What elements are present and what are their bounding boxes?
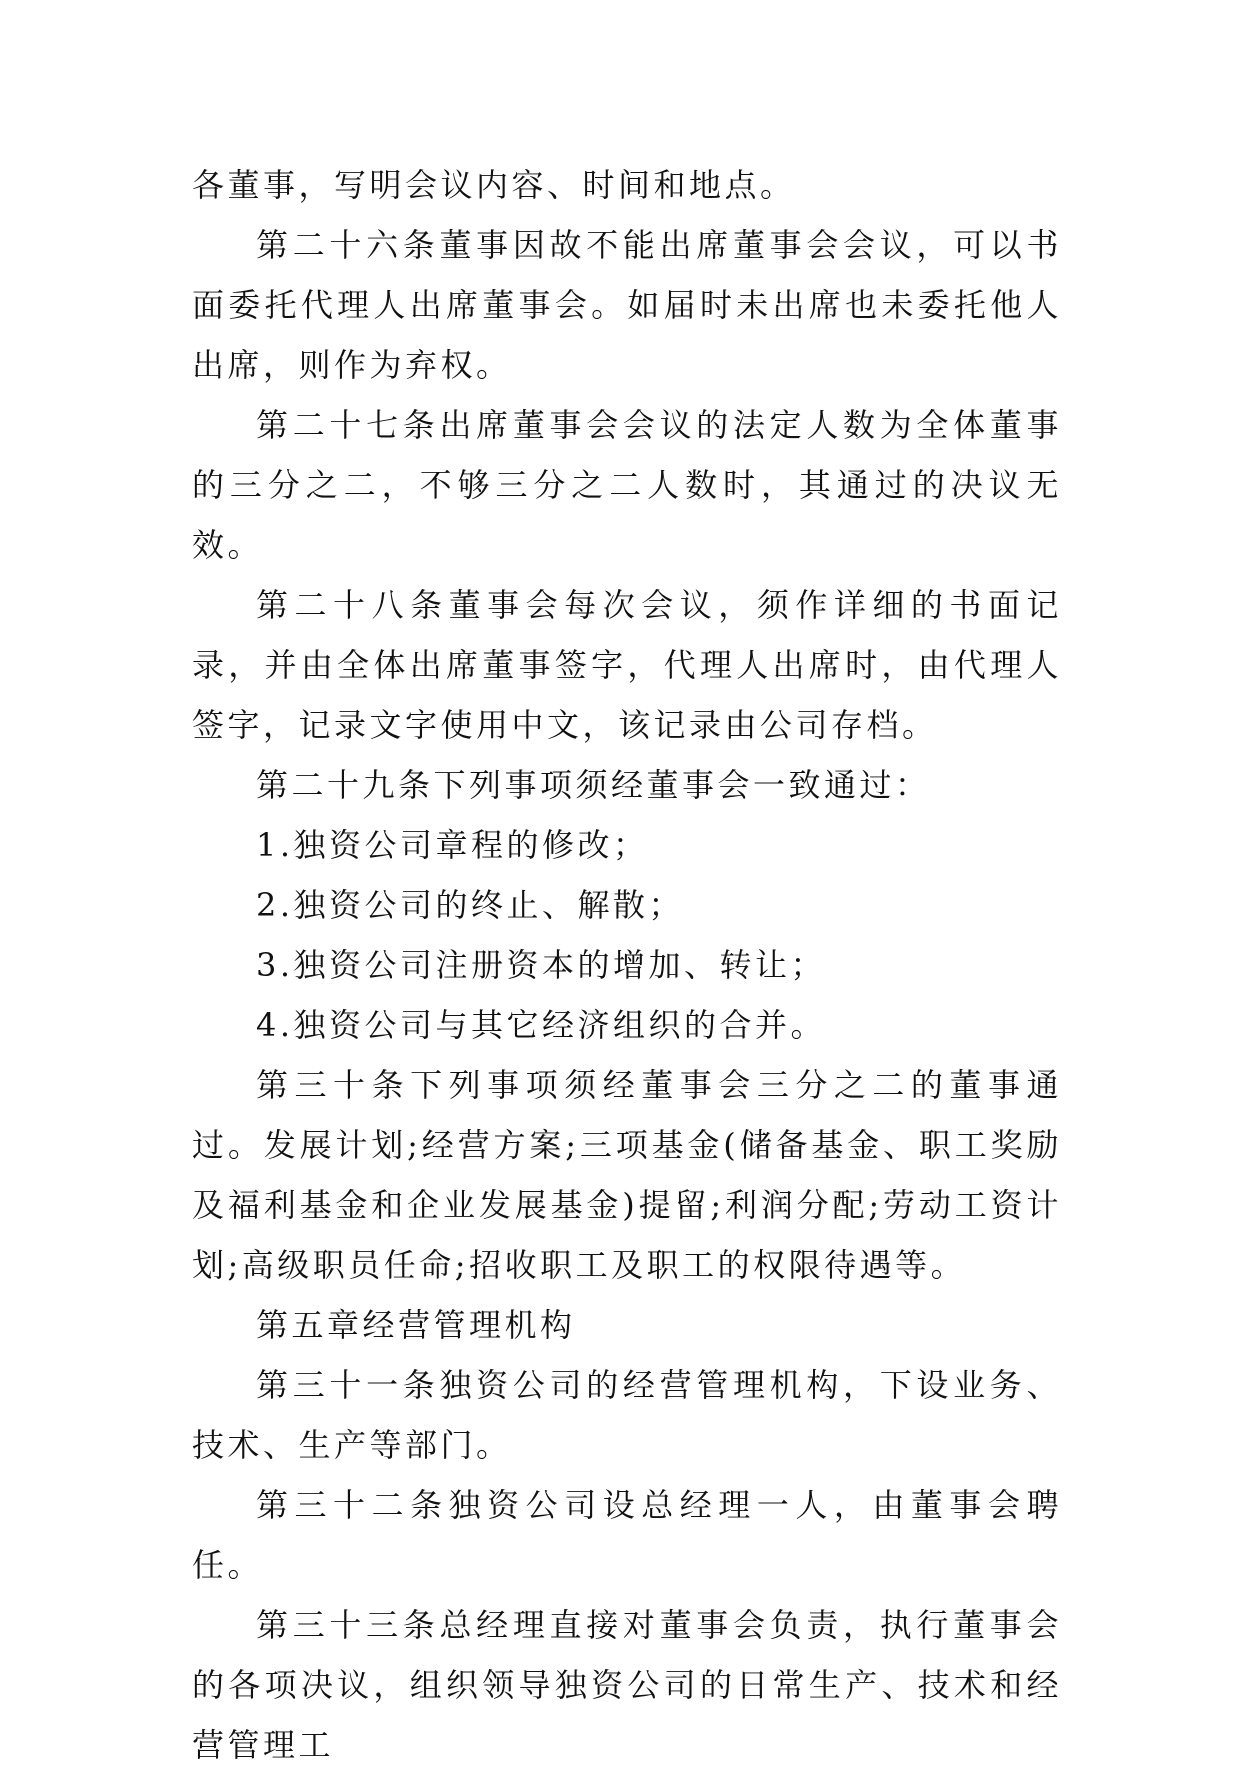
list-item: 2.独资公司的终止、解散；: [256, 886, 685, 924]
paragraph-article-26: 第二十六条董事因故不能出席董事会会议，可以书面委托代理人出席董事会。如届时未出席也未委托他人出席，则作为弃权。: [192, 226, 1062, 384]
document-body: [192, 155, 1062, 1775]
paragraph-article-30: 第三十条下列事项须经董事会三分之二的董事通过。发展计划;经营方案;三项基金(储备基金、职工奖励及福利基金和企业发展基金)提留;利润分配;劳动工资计划;高级职员任命;招收职工及职工的权限待遇等。: [192, 1066, 1062, 1284]
paragraph-article-32: 第三十二条独资公司设总经理一人，由董事会聘任。: [192, 1486, 1062, 1584]
list-item: 3.独资公司注册资本的增加、转让；: [256, 946, 827, 984]
list-item: 1.独资公司章程的修改；: [256, 826, 649, 864]
paragraph: 各董事，写明会议内容、时间和地点。: [192, 166, 796, 204]
paragraph-article-33: 第三十三条总经理直接对董事会负责，执行董事会的各项决议，组织领导独资公司的日常生产、技术和经营管理工: [192, 1606, 1062, 1764]
chapter-heading: 第五章经营管理机构: [256, 1306, 576, 1344]
paragraph-article-27: 第二十七条出席董事会会议的法定人数为全体董事的三分之二，不够三分之二人数时，其通过的决议无效。: [192, 406, 1062, 564]
paragraph-article-28: 第二十八条董事会每次会议，须作详细的书面记录，并由全体出席董事签字，代理人出席时，由代理人签字，记录文字使用中文，该记录由公司存档。: [192, 586, 1062, 744]
list-item: 4.独资公司与其它经济组织的合并。: [256, 1006, 827, 1044]
paragraph-article-29: 第二十九条下列事项须经董事会一致通过：: [256, 766, 931, 804]
paragraph-article-31: 第三十一条独资公司的经营管理机构，下设业务、技术、生产等部门。: [192, 1366, 1062, 1464]
